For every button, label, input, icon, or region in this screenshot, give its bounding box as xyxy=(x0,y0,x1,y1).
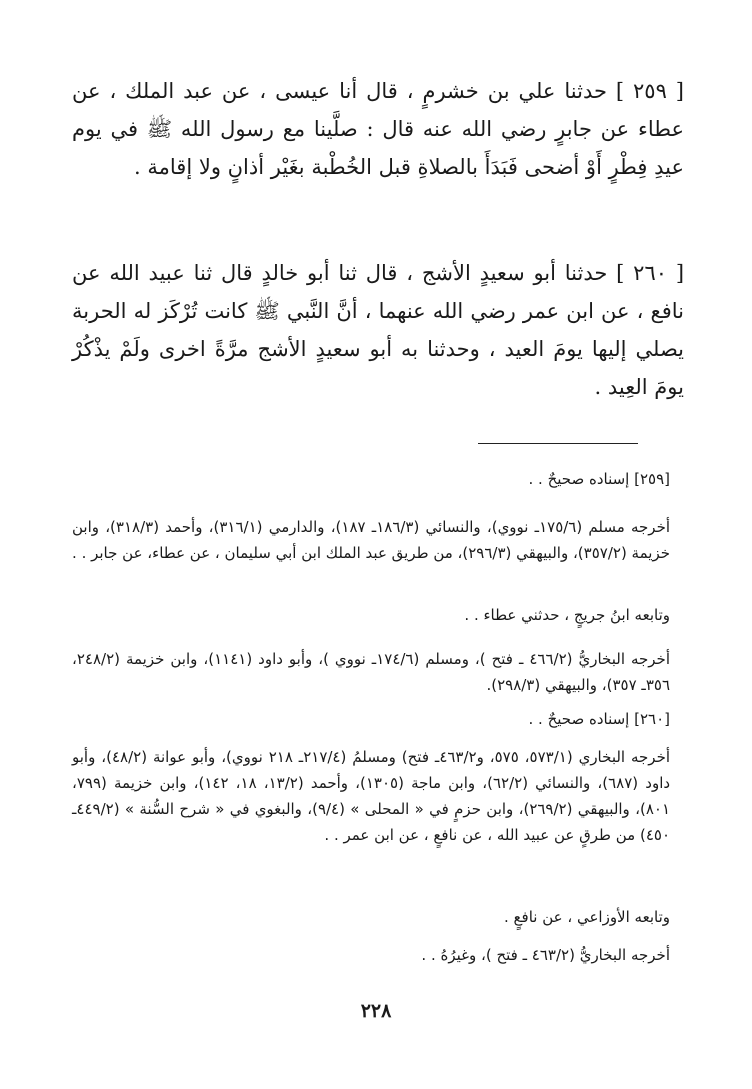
hadith-260-text: [ ٢٦٠ ] حدثنا أبو سعيدٍ الأشج ، قال ثنا أبو خالدٍ قال ثنا عبيد الله عن نافع ، عن ابن عمر رضي الله عنهما ، أنَّ النَّبي ﷺ كانت تُرْكَز له الحربة يصلي إليها يومَ العيد ، وحدثنا به أبو سعيدٍ الأشج مرَّةً اخرى ولَمْ يذْكُرْ يومَ العِيد . xyxy=(72,261,685,399)
footnote-260-takhrij: أخرجه البخاري (٥٧٣/١، ٥٧٥، و٤٦٣/٢ـ فتح) ومسلمُ (٢١٧/٤ـ ٢١٨ نووي)، وأبو عوانة (٤٨/٢)، وأبو داود (٦٨٧)، والنسائي (٦٢/٢)، وابن ماجة (١٣٠٥)، وأحمد (١٣/٢، ١٨، ١٤٢)، وابن خزيمة (٧٩٩، ٨٠١)، والبيهقي (٢٦٩/٢)، وابن حزمٍ في « المحلى » (٩/٤)، والبغوي في « شرح السُّنة » (٤٤٩/٢ـ ٤٥٠) من طرقٍ عن عبيد الله ، عن نافعٍ ، عن ابن عمر . . xyxy=(72,748,671,844)
footnote-260-mutaba: وتابعه الأوزاعي ، عن نافعٍ . xyxy=(504,908,670,926)
footnote-separator xyxy=(478,443,638,444)
footnote-260-grade: [٢٦٠] إسناده صحيحٌ . . xyxy=(528,710,670,728)
footnote-259-takhrij: أخرجه مسلم (١٧٥/٦ـ نووي)، والنسائي (١٨٦/٣ـ ١٨٧)، والدارمي (٣١٦/١)، وأحمد (٣١٨/٣)، وابن خزيمة (٣٥٧/٢)، والبيهقي (٢٩٦/٣)، من طريق عبد الملك ابن أبي سليمان ، عن عطاء، عن جابر . . xyxy=(72,518,671,562)
footnote-259-takhrij-2: أخرجه البخاريُّ (٤٦٦/٢ ـ فتح )، ومسلم (١٧٤/٦ـ نووي )، وأبو داود (١١٤١)، وابن خزيمة (٢٤٨/٢، ٣٥٦ـ ٣٥٧)، والبيهقي (٢٩٨/٣). xyxy=(72,650,670,694)
page-number: ٢٢٨ xyxy=(360,1000,392,1022)
footnote-260-takhrij-2: أخرجه البخاريُّ (٤٦٣/٢ ـ فتح )، وغيرُهُ . . xyxy=(421,946,670,964)
footnote-259-mutaba: وتابعه ابنُ جريجٍ ، حدثني عطاء . . xyxy=(464,606,670,624)
footnote-259-grade: [٢٥٩] إسناده صحيحٌ . . xyxy=(528,470,670,488)
hadith-259-text: [ ٢٥٩ ] حدثنا علي بن خشرمٍ ، قال أنا عيسى ، عن عبد الملك ، عن عطاء عن جابرٍ رضي الله عنه قال : صلَّينا مع رسول الله ﷺ في يوم عيدِ فِطْرٍ أَوْ أضحى فَبَدَأَ بالصلاةِ قبل الخُطْبة بغَيْر أذانٍ ولا إقامة . xyxy=(72,79,684,179)
